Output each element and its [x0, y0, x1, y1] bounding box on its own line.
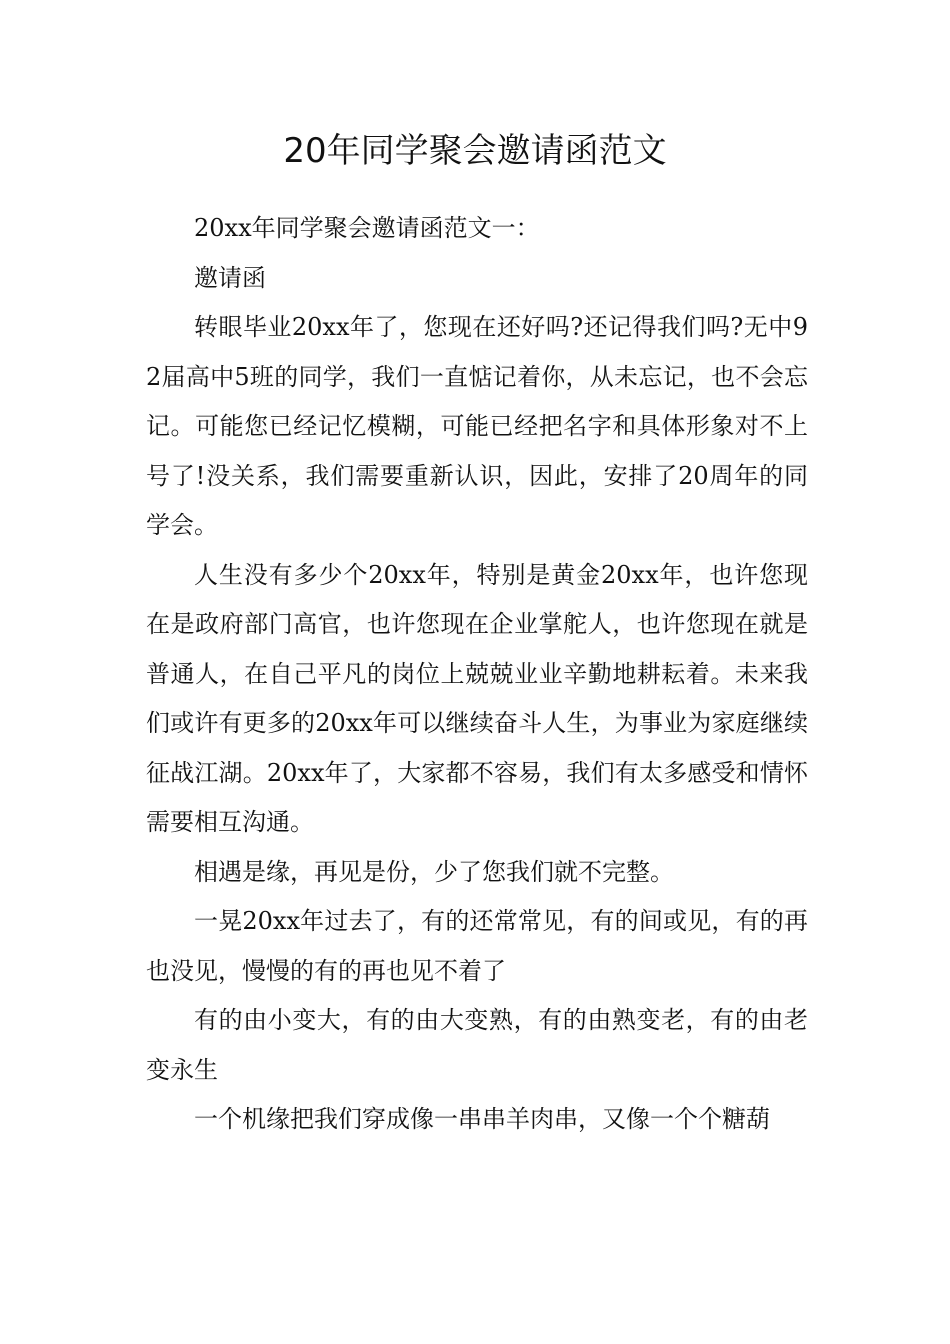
paragraph-graduation: 转眼毕业20xx年了，您现在还好吗?还记得我们吗?无中92届高中5班的同学，我们一直惦记着你，从未忘记，也不会忘记。可能您已经记忆模糊，可能已经把名字和具体形象对不上号了!没关系，我们需要重新认识，因此，安排了20周年的同学会。: [146, 313, 808, 539]
paragraph-heading-line: 20xx年同学聚会邀请函范文一：: [194, 214, 540, 242]
paragraph-chance: 一个机缘把我们穿成像一串串羊肉串，又像一个个糖葫: [194, 1105, 770, 1133]
paragraph-life: 人生没有多少个20xx年，特别是黄金20xx年，也许您现在是政府部门高官，也许您现在企业掌舵人，也许您现在就是普通人，在自己平凡的岗位上兢兢业业辛勤地耕耘着。未来我们或许有更多的20xx年可以继续奋斗人生，为事业为家庭继续征战江湖。20xx年了，大家都不容易，我们有太多感受和情怀需要相互沟通。: [146, 560, 808, 836]
paragraph-changes: 有的由小变大，有的由大变熟，有的由熟变老，有的由老变永生: [146, 1006, 808, 1084]
document-body: [146, 204, 808, 1145]
document-title: 20年同学聚会邀请函范文: [283, 131, 667, 171]
paragraph-fate: 相遇是缘，再见是份，少了您我们就不完整。: [194, 857, 674, 886]
paragraph-years-passed: 一晃20xx年过去了，有的还常常见，有的间或见，有的再也没见，慢慢的有的再也见不着了: [146, 907, 808, 985]
paragraph-invitation-label: 邀请函: [194, 263, 266, 292]
